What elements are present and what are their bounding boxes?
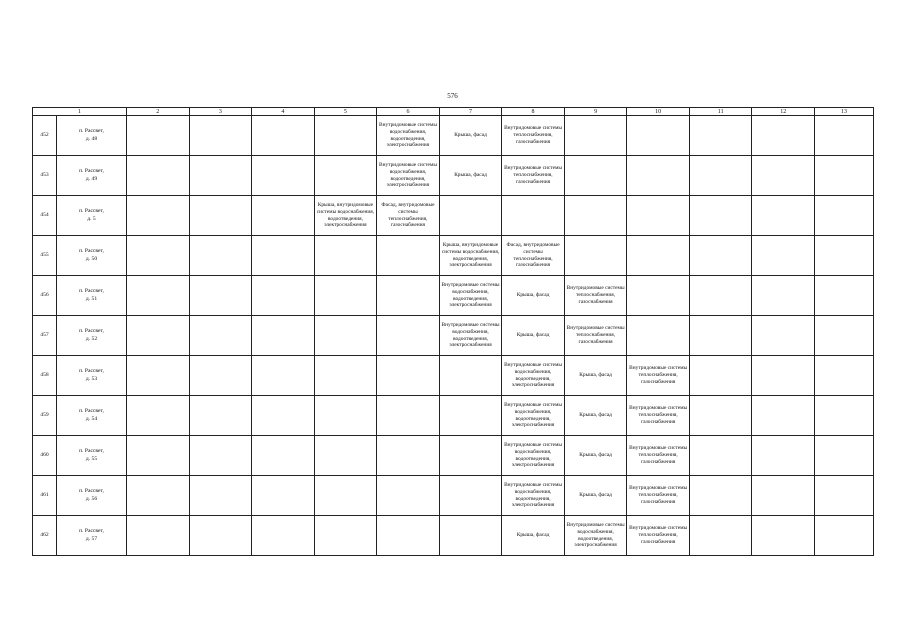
work-cell (127, 196, 190, 236)
work-cell: Крыша, фасад (439, 156, 502, 196)
table-row (33, 396, 874, 436)
work-cell (314, 316, 377, 356)
work-cell: Фасад, внутридомовые системы теплоснабжения, газоснабжения (502, 236, 565, 276)
work-cell (815, 476, 874, 516)
work-cell (252, 476, 315, 516)
work-cell (752, 516, 815, 556)
work-cell: Внутридомовые системы теплоснабжения, газоснабжения (564, 316, 627, 356)
work-cell (689, 156, 752, 196)
work-cell (127, 276, 190, 316)
work-cell (752, 116, 815, 156)
work-cell (252, 316, 315, 356)
column-header: 6 (377, 108, 440, 116)
work-cell (127, 156, 190, 196)
work-cell: Крыша, фасад (564, 396, 627, 436)
table-row (33, 316, 874, 356)
work-cell (627, 316, 690, 356)
table-row (33, 436, 874, 476)
table-row (33, 516, 874, 556)
work-cell: Внутридомовые системы теплоснабжения, газоснабжения (627, 436, 690, 476)
work-cell: Внутридомовые системы водоснабжения, водоотведения, электроснабжения (439, 276, 502, 316)
work-cell (377, 316, 440, 356)
work-cell (627, 276, 690, 316)
work-cell (815, 156, 874, 196)
work-cell (189, 436, 252, 476)
row-number: 455 (33, 236, 57, 276)
work-cell (752, 276, 815, 316)
work-cell (752, 316, 815, 356)
address-cell: п. Рассвет, д. 5 (57, 196, 127, 236)
column-header: 11 (689, 108, 752, 116)
address-cell: п. Рассвет, д. 56 (57, 476, 127, 516)
work-cell (564, 116, 627, 156)
work-cell (815, 436, 874, 476)
work-cell (127, 516, 190, 556)
work-cell (752, 476, 815, 516)
row-number: 461 (33, 476, 57, 516)
column-header: 3 (189, 108, 252, 116)
work-cell (439, 196, 502, 236)
work-cell: Крыша, фасад (439, 116, 502, 156)
work-cell (689, 436, 752, 476)
work-cell: Крыша, фасад (564, 476, 627, 516)
work-cell: Внутридомовые системы теплоснабжения, газоснабжения (502, 116, 565, 156)
work-cell (439, 516, 502, 556)
work-cell: Внутридомовые системы водоснабжения, водоотведения, электроснабжения (502, 396, 565, 436)
work-cell (502, 196, 565, 236)
work-cell (189, 316, 252, 356)
column-header: 8 (502, 108, 565, 116)
work-cell (377, 436, 440, 476)
work-cell (127, 236, 190, 276)
work-cell (314, 236, 377, 276)
work-cell (189, 476, 252, 516)
work-cell (752, 236, 815, 276)
work-cell: Внутридомовые системы водоснабжения, водоотведения, электроснабжения (502, 436, 565, 476)
column-header: 2 (127, 108, 190, 116)
table-row (33, 476, 874, 516)
work-cell (189, 356, 252, 396)
work-cell (127, 436, 190, 476)
work-cell (252, 436, 315, 476)
row-number: 453 (33, 156, 57, 196)
work-cell (815, 316, 874, 356)
column-header: 10 (627, 108, 690, 116)
work-cell: Внутридомовые системы теплоснабжения, газоснабжения (627, 476, 690, 516)
work-cell (189, 516, 252, 556)
work-cell (564, 236, 627, 276)
row-number: 456 (33, 276, 57, 316)
work-cell (689, 316, 752, 356)
work-cell (439, 476, 502, 516)
work-cell (689, 356, 752, 396)
work-cell (815, 236, 874, 276)
column-header: 5 (314, 108, 377, 116)
work-cell (127, 476, 190, 516)
work-cell (815, 116, 874, 156)
work-cell: Крыша, фасад (564, 436, 627, 476)
page-number: 576 (447, 92, 458, 100)
work-cell (189, 196, 252, 236)
work-cell: Внутридомовые системы теплоснабжения, газоснабжения (627, 516, 690, 556)
work-cell (252, 236, 315, 276)
work-cell (564, 196, 627, 236)
work-cell (377, 516, 440, 556)
header-row (33, 108, 874, 116)
work-cell (314, 396, 377, 436)
work-cell (314, 276, 377, 316)
work-cell (377, 396, 440, 436)
work-cell: Крыша, внутридомовые системы водоснабжения, водоотведения, электроснабжения (314, 196, 377, 236)
row-number: 459 (33, 396, 57, 436)
work-cell (689, 276, 752, 316)
work-cell: Внутридомовые системы теплоснабжения, газоснабжения (502, 156, 565, 196)
work-cell (189, 396, 252, 436)
work-cell (189, 276, 252, 316)
work-cell (314, 516, 377, 556)
work-cell (752, 156, 815, 196)
work-cell (314, 436, 377, 476)
work-cell (689, 476, 752, 516)
work-cell (815, 396, 874, 436)
work-cell: Внутридомовые системы водоснабжения, водоотведения, электроснабжения (377, 156, 440, 196)
work-cell (689, 516, 752, 556)
work-cell: Крыша, фасад (502, 316, 565, 356)
column-header: 7 (439, 108, 502, 116)
row-number: 452 (33, 116, 57, 156)
column-header: 4 (252, 108, 315, 116)
work-cell (189, 116, 252, 156)
work-cell (689, 236, 752, 276)
work-cell (439, 436, 502, 476)
work-cell (252, 156, 315, 196)
work-cell (189, 236, 252, 276)
work-cell (752, 396, 815, 436)
work-cell (815, 516, 874, 556)
column-header: 9 (564, 108, 627, 116)
work-cell: Внутридомовые системы теплоснабжения, газоснабжения (564, 276, 627, 316)
work-cell: Внутридомовые системы водоснабжения, водоотведения, электроснабжения (502, 476, 565, 516)
work-cell: Крыша, фасад (502, 276, 565, 316)
row-number: 458 (33, 356, 57, 396)
address-cell: п. Рассвет, д. 55 (57, 436, 127, 476)
work-cell (127, 396, 190, 436)
address-cell: п. Рассвет, д. 48 (57, 116, 127, 156)
work-cell: Крыша, фасад (564, 356, 627, 396)
address-cell: п. Рассвет, д. 54 (57, 396, 127, 436)
work-cell (439, 356, 502, 396)
work-cell (252, 396, 315, 436)
table-row (33, 196, 874, 236)
address-cell: п. Рассвет, д. 51 (57, 276, 127, 316)
work-cell (377, 236, 440, 276)
table-row (33, 156, 874, 196)
row-number: 454 (33, 196, 57, 236)
work-cell (815, 196, 874, 236)
work-cell (127, 116, 190, 156)
address-cell: п. Рассвет, д. 50 (57, 236, 127, 276)
column-header: 12 (752, 108, 815, 116)
address-cell: п. Рассвет, д. 53 (57, 356, 127, 396)
work-cell: Крыша, внутридомовые системы водоснабжения, водоотведения, электроснабжения (439, 236, 502, 276)
work-cell (627, 236, 690, 276)
work-cell (314, 116, 377, 156)
work-cell (627, 116, 690, 156)
table-row (33, 236, 874, 276)
table-row (33, 116, 874, 156)
address-cell: п. Рассвет, д. 57 (57, 516, 127, 556)
work-cell (815, 356, 874, 396)
work-cell (314, 476, 377, 516)
work-cell: Внутридомовые системы водоснабжения, водоотведения, электроснабжения (377, 116, 440, 156)
work-cell: Внутридомовые системы водоснабжения, водоотведения, электроснабжения (502, 356, 565, 396)
work-cell (627, 196, 690, 236)
work-cell: Внутридомовые системы теплоснабжения, газоснабжения (627, 396, 690, 436)
schedule-table (32, 107, 874, 556)
work-cell (627, 156, 690, 196)
row-number: 460 (33, 436, 57, 476)
table-row (33, 356, 874, 396)
work-cell (752, 356, 815, 396)
address-cell: п. Рассвет, д. 49 (57, 156, 127, 196)
work-cell (252, 356, 315, 396)
work-cell (439, 396, 502, 436)
work-cell (689, 396, 752, 436)
work-cell (127, 316, 190, 356)
work-cell (127, 356, 190, 396)
work-cell (252, 516, 315, 556)
table-row (33, 276, 874, 316)
work-cell: Фасад, внутридомовые системы теплоснабжения, газоснабжения (377, 196, 440, 236)
work-cell: Внутридомовые системы теплоснабжения, газоснабжения (627, 356, 690, 396)
work-cell (689, 196, 752, 236)
work-cell (314, 356, 377, 396)
work-cell (815, 276, 874, 316)
work-cell (377, 276, 440, 316)
work-cell (252, 276, 315, 316)
work-cell (752, 196, 815, 236)
work-cell: Крыша, фасад (502, 516, 565, 556)
row-number: 457 (33, 316, 57, 356)
column-header: 13 (815, 108, 874, 116)
work-cell: Внутридомовые системы водоснабжения, водоотведения, электроснабжения (439, 316, 502, 356)
column-header: 1 (33, 108, 127, 116)
work-cell (377, 476, 440, 516)
work-cell (752, 436, 815, 476)
row-number: 462 (33, 516, 57, 556)
work-cell (252, 116, 315, 156)
work-cell (377, 356, 440, 396)
work-cell: Внутридомовые системы водоснабжения, водоотведения, электроснабжения (564, 516, 627, 556)
work-cell (564, 156, 627, 196)
address-cell: п. Рассвет, д. 52 (57, 316, 127, 356)
work-cell (314, 156, 377, 196)
work-cell (252, 196, 315, 236)
work-cell (189, 156, 252, 196)
work-cell (689, 116, 752, 156)
